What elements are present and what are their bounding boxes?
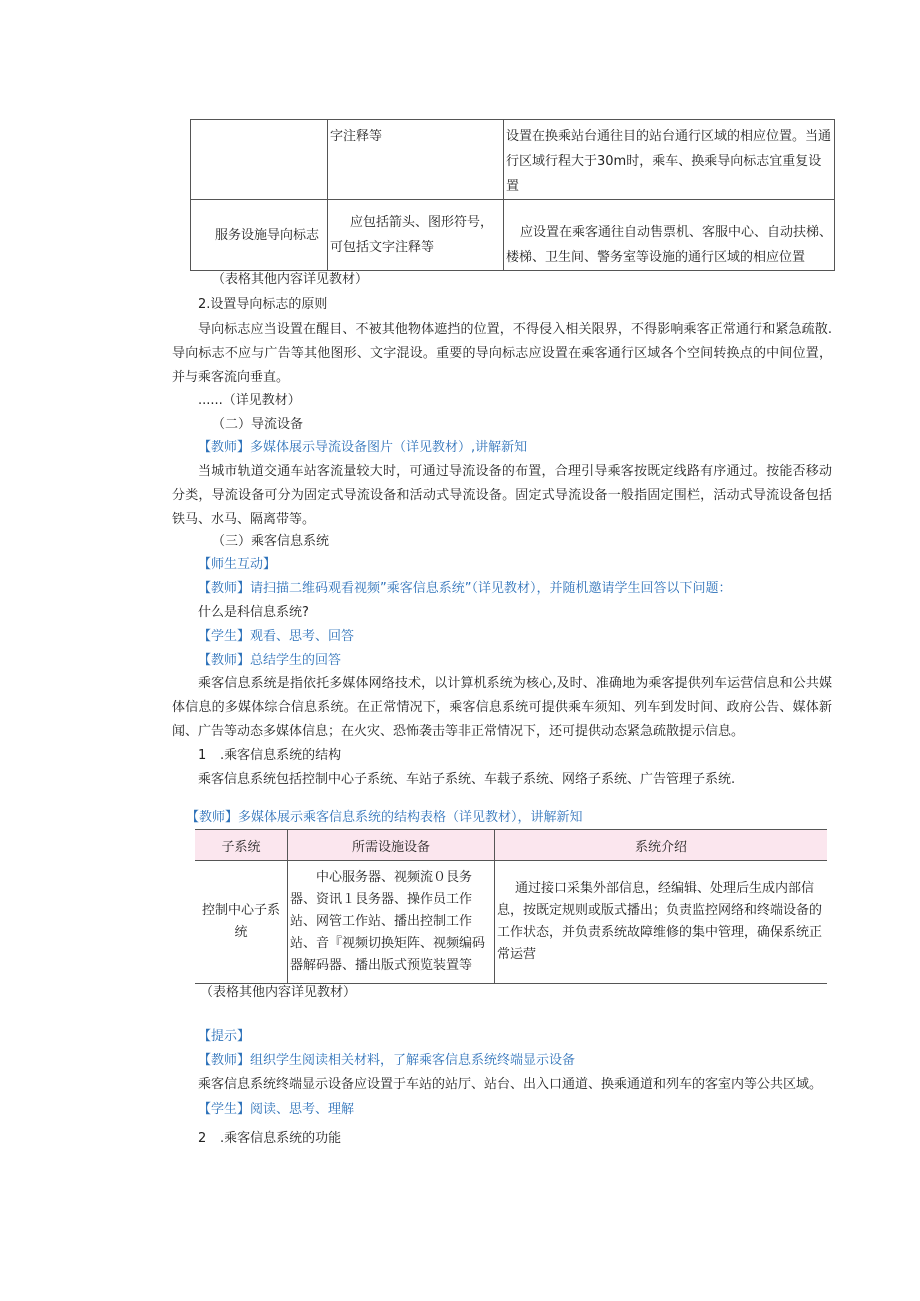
teacher-line: 【教师】多媒体展示导流设备图片（详见教材）,讲解新知 xyxy=(198,440,528,455)
table-row xyxy=(191,200,835,271)
table-cell: 应包括箭头、图形符号，可包括文字注释等 xyxy=(328,200,504,271)
teacher-line: 【教师】多媒体展示乘客信息系统的结构表格（详见教材），讲解新知 xyxy=(186,810,583,825)
teacher-line: 【教师】请扫描二维码观看视频”乘客信息系统”（详见教材），并随机邀请学生回答以下问题： xyxy=(198,581,732,596)
question-text: 什么是科信息系统? xyxy=(198,605,309,620)
subsection-title: .乘客信息系统的功能 xyxy=(220,1131,342,1146)
interaction-label: 【师生互动】 xyxy=(198,557,277,572)
paragraph: 乘客信息系统包括控制中心子系统、车站子系统、车载子系统、网络子系统、广告管理子系统. xyxy=(198,772,736,787)
subsection-number: 1 xyxy=(198,748,207,763)
table-cell: 中心服务器、视频流０艮务器、资讯１艮务器、操作员工作站、网管工作站、播出控制工作站、音『视频切换矩阵、视频编码器解码器、播出版式预览装置等 xyxy=(288,861,495,984)
table-cell: 字注释等 xyxy=(328,120,504,200)
table-cell: 应设置在乘客通往自动售票机、客服中心、自动扶梯、楼梯、卫生间、警务室等设施的通行区域的相应位置 xyxy=(504,200,835,271)
section-title: （三）乘客信息系统 xyxy=(212,534,330,549)
teacher-line: 【教师】组织学生阅读相关材料，了解乘客信息系统终端显示设备 xyxy=(198,1053,576,1068)
table-cell: 控制中心子系统 xyxy=(195,861,288,984)
table-row xyxy=(195,861,827,984)
student-line: 【学生】观看、思考、回答 xyxy=(198,629,355,644)
subsection-number: 2 xyxy=(198,1131,207,1146)
table-header-row xyxy=(195,830,827,861)
teacher-line: 【教师】总结学生的回答 xyxy=(198,653,342,668)
paragraph: 导向标志应当设置在醒目、不被其他物体遮挡的位置，不得侵入相关限界，不得影响乘客正常通行和紧急疏散.导向标志不应与广告等其他图形、文字混设。重要的导向标志应设置在乘客通行区域各个空间转换点的中间位置，并与乘客流向垂直。 xyxy=(172,322,832,385)
paragraph: 当城市轨道交通车站客流量较大时，可通过导流设备的布置，合理引导乘客按既定线路有序通过。按能否移动分类，导流设备可分为固定式导流设备和活动式导流设备。固定式导流设备一般指固定围栏，活动式导流设备包括铁马、水马、隔离带等。 xyxy=(172,464,832,527)
table-note: （表格其他内容详见教材） xyxy=(212,272,369,287)
table-header: 所需设施设备 xyxy=(288,830,495,861)
student-line: 【学生】阅读、思考、理解 xyxy=(198,1102,355,1117)
guide-sign-table xyxy=(190,119,835,271)
table-cell: 通过接口采集外部信息，经编辑、处理后生成内部信息，按既定规则或版式播出；负责监控网络和终端设备的工作状态，并负责系统故障维修的集中管理，确保系统正常运营 xyxy=(495,861,828,984)
table-cell xyxy=(191,120,328,200)
table-note: （表格其他内容详见教材） xyxy=(200,985,357,1000)
see-textbook-note: ......（详见教材） xyxy=(198,393,301,408)
table-header: 系统介绍 xyxy=(495,830,828,861)
section-title: 2.设置导向标志的原则 xyxy=(198,297,328,312)
table-header: 子系统 xyxy=(195,830,288,861)
table-cell: 设置在换乘站台通往目的站台通行区域的相应位置。当通行区域行程大于30m时，乘车、换乘导向标志宜重复设置 xyxy=(504,120,835,200)
paragraph: 乘客信息系统终端显示设备应设置于车站的站厅、站台、出入口通道、换乘通道和列车的客室内等公共区域。 xyxy=(198,1077,823,1092)
subsection-title: .乘客信息系统的结构 xyxy=(220,748,342,763)
tip-label: 【提示】 xyxy=(198,1029,251,1044)
section-title: （二）导流设备 xyxy=(212,417,304,432)
paragraph: 乘客信息系统是指依托多媒体网络技术，以计算机系统为核心,及时、准确地为乘客提供列车运营信息和公共媒体信息的多媒体综合信息系统。在正常情况下，乘客信息系统可提供乘车须知、列车到发时间、政府公告、媒体新闻、广告等动态多媒体信息；在火灾、恐怖袭击等非正常情况下，还可提供动态紧急疏散提示信息。 xyxy=(172,676,832,739)
table-row xyxy=(191,120,835,200)
pis-structure-table xyxy=(195,829,827,984)
table-cell: 服务设施导向标志 xyxy=(191,200,328,271)
